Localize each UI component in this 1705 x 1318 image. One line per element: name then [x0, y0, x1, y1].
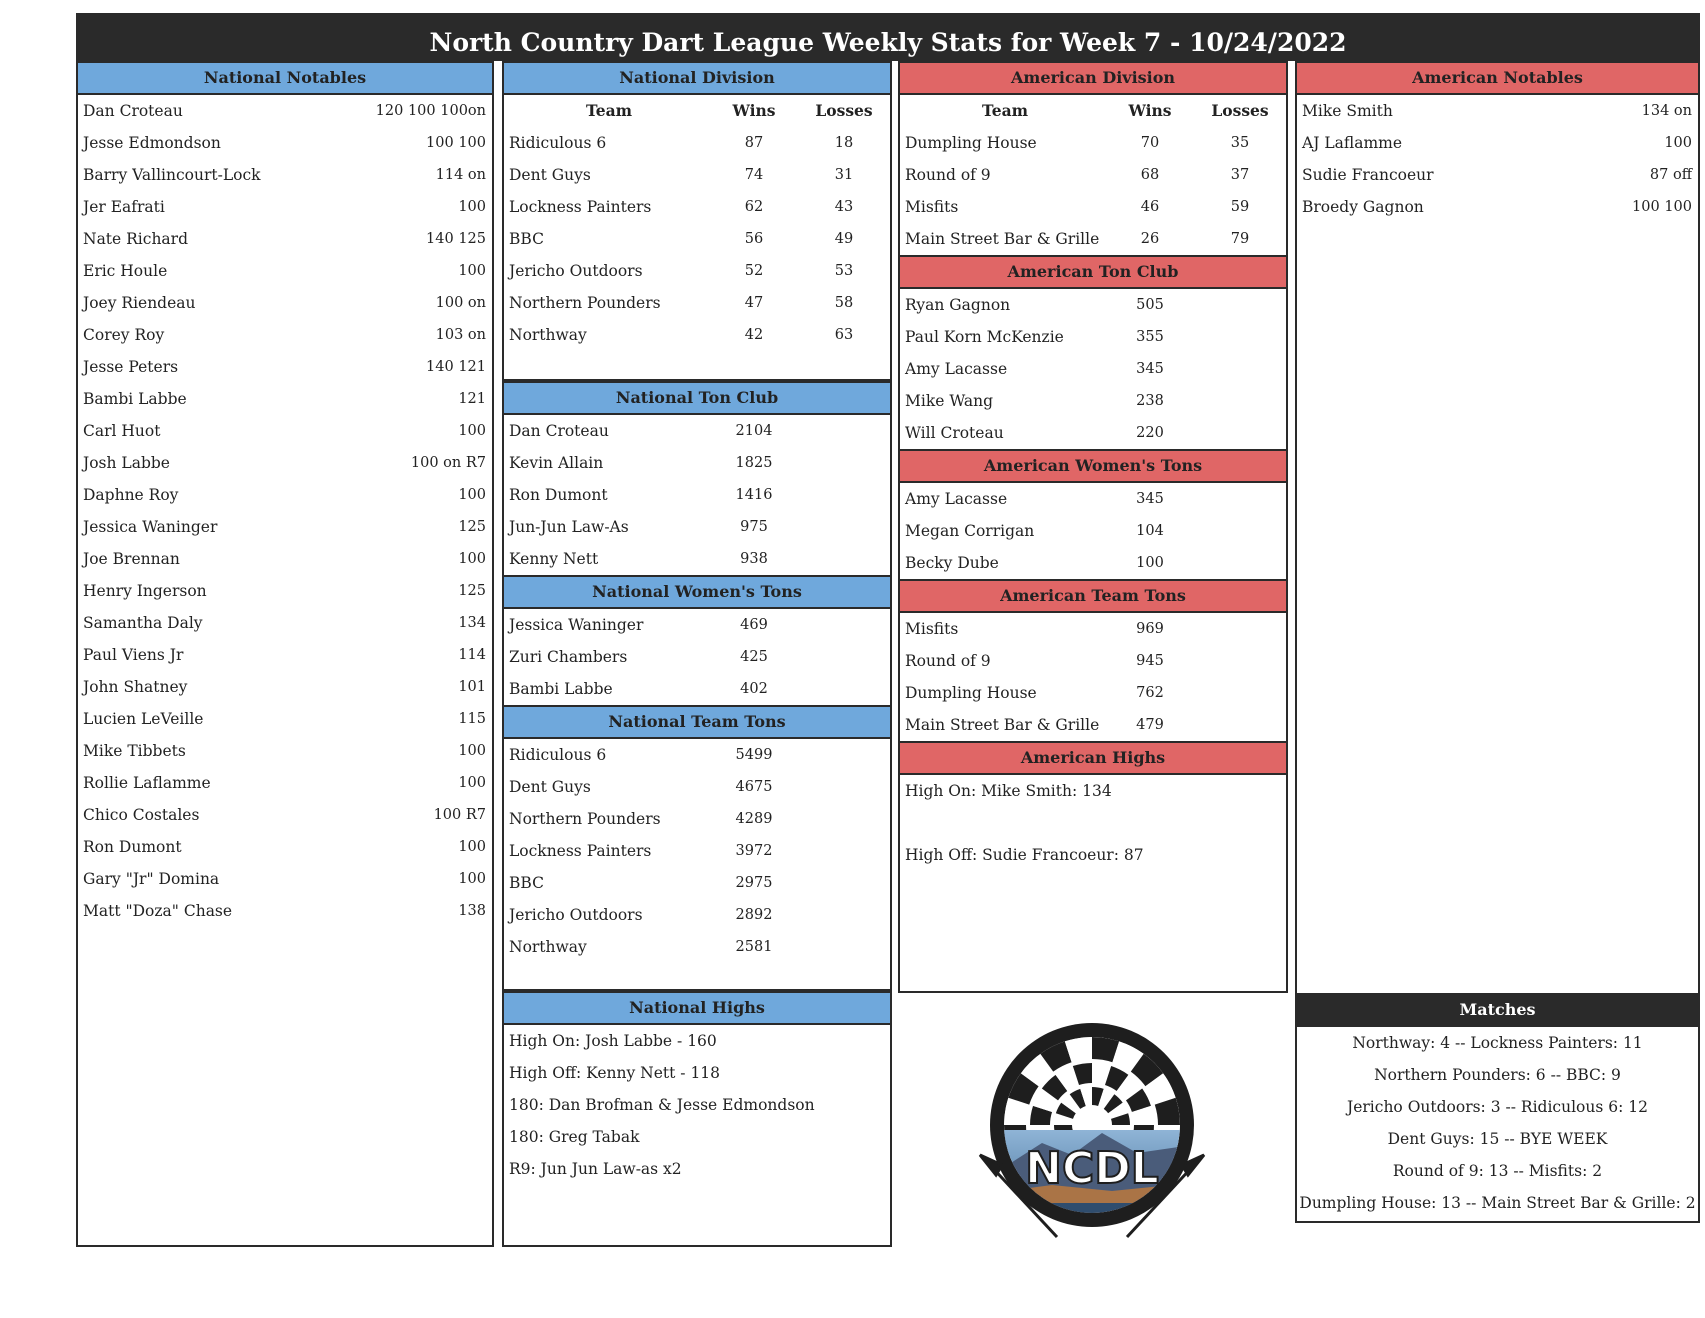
stat-value: 238 [1136, 393, 1164, 409]
american-highs-header: American Highs [900, 741, 1286, 775]
player-score: 100 [458, 775, 486, 791]
spacer [900, 807, 1286, 839]
logo-text: NCDL [1025, 1143, 1159, 1194]
list-item [78, 767, 492, 799]
team-losses: 49 [834, 231, 854, 247]
col-team: Team [981, 101, 1029, 120]
stat-value: 3972 [735, 843, 773, 859]
list-item [504, 447, 890, 479]
matches-panel [1295, 993, 1700, 1223]
player-score: 140 125 [426, 231, 486, 247]
stat-name: Dumpling House [905, 684, 1037, 702]
stat-name: Dent Guys [509, 778, 591, 796]
team-losses: 37 [1230, 167, 1250, 183]
player-name: Jesse Peters [83, 358, 179, 376]
stat-value: 945 [1136, 653, 1164, 669]
list-item [78, 447, 492, 479]
player-score: 100 [1664, 135, 1692, 151]
american-womens-tons-list [900, 483, 1286, 579]
list-item [504, 867, 890, 899]
stat-value: 1825 [735, 455, 773, 471]
list-item [900, 677, 1286, 709]
player-score: 101 [458, 679, 486, 695]
list-item [504, 641, 890, 673]
team-losses: 43 [834, 199, 854, 215]
table-row [900, 127, 1286, 159]
list-item [1297, 127, 1698, 159]
player-score: 100 [458, 487, 486, 503]
player-name: Josh Labbe [83, 454, 170, 472]
american-high-off: High Off: Sudie Francoeur: 87 [905, 846, 1144, 864]
player-score: 100 [458, 199, 486, 215]
list-item [504, 803, 890, 835]
team-name: Main Street Bar & Grille [905, 230, 1100, 248]
player-name: Broedy Gagnon [1302, 198, 1424, 216]
team-wins: 68 [1140, 167, 1160, 183]
col-team: Team [585, 101, 633, 120]
player-name: Jessica Waninger [83, 518, 218, 536]
player-score: 121 [458, 391, 486, 407]
stat-value: 345 [1136, 491, 1164, 507]
american-womens-tons-header: American Women's Tons [900, 449, 1286, 483]
stat-name: Mike Wang [905, 392, 994, 410]
american-division-list [900, 127, 1286, 255]
player-score: 134 on [1641, 103, 1692, 119]
national-division-table-header [504, 95, 890, 127]
stat-value: 2104 [735, 423, 773, 439]
national-notables-list [78, 95, 492, 927]
american-ton-club-list [900, 289, 1286, 449]
national-division-list [504, 127, 890, 351]
stat-name: Megan Corrigan [905, 522, 1035, 540]
matches-header: Matches [1297, 995, 1698, 1027]
list-item [78, 895, 492, 927]
list-item [900, 385, 1286, 417]
national-stats-panel [502, 381, 892, 991]
list-item [900, 321, 1286, 353]
table-row [504, 319, 890, 351]
list-item [504, 739, 890, 771]
list-item [78, 191, 492, 223]
stat-name: Becky Dube [905, 554, 999, 572]
stat-value: 938 [740, 551, 768, 567]
stat-name: Zuri Chambers [509, 648, 628, 666]
national-highs-list [504, 1025, 890, 1185]
table-row [504, 223, 890, 255]
player-score: 114 on [435, 167, 486, 183]
team-losses: 79 [1230, 231, 1250, 247]
team-wins: 70 [1140, 135, 1160, 151]
team-name: Northern Pounders [509, 294, 661, 312]
team-wins: 26 [1140, 231, 1160, 247]
player-score: 103 on [435, 327, 486, 343]
player-score: 100 [458, 871, 486, 887]
player-score: 100 on R7 [410, 455, 486, 471]
player-name: Gary "Jr" Domina [83, 870, 220, 888]
player-score: 100 [458, 743, 486, 759]
player-score: 100 on [435, 295, 486, 311]
player-score: 140 121 [426, 359, 486, 375]
player-name: John Shatney [83, 678, 188, 696]
stat-value: 425 [740, 649, 768, 665]
player-name: Jer Eafrati [83, 198, 165, 216]
list-item [504, 543, 890, 575]
list-item [78, 703, 492, 735]
player-score: 100 100 [426, 135, 486, 151]
player-score: 100 [458, 551, 486, 567]
national-notables-header: National Notables [78, 63, 492, 95]
player-score: 134 [458, 615, 486, 631]
list-item [504, 415, 890, 447]
player-name: Joe Brennan [83, 550, 180, 568]
team-name: Ridiculous 6 [509, 134, 607, 152]
team-losses: 31 [834, 167, 854, 183]
list-item: 180: Dan Brofman & Jesse Edmondson [509, 1096, 815, 1114]
team-name: Lockness Painters [509, 198, 652, 216]
list-item [78, 639, 492, 671]
player-score: 100 [458, 263, 486, 279]
american-notables-panel [1295, 61, 1700, 995]
stat-name: Ryan Gagnon [905, 296, 1011, 314]
stat-name: Jericho Outdoors [509, 906, 643, 924]
list-item [78, 95, 492, 127]
player-name: Lucien LeVeille [83, 710, 204, 728]
stat-value: 4675 [735, 779, 773, 795]
stat-value: 220 [1136, 425, 1164, 441]
table-row [900, 191, 1286, 223]
stat-value: 2975 [735, 875, 773, 891]
stat-name: Jun-Jun Law-As [509, 518, 629, 536]
team-losses: 18 [834, 135, 854, 151]
list-item: 180: Greg Tabak [509, 1128, 640, 1146]
american-division-header: American Division [900, 63, 1286, 95]
stat-name: Ron Dumont [509, 486, 608, 504]
player-name: Corey Roy [83, 326, 165, 344]
list-item [900, 483, 1286, 515]
stat-name: BBC [509, 874, 544, 892]
match-result: Dent Guys: 15 -- BYE WEEK [1387, 1130, 1608, 1148]
stat-value: 4289 [735, 811, 773, 827]
list-item [78, 479, 492, 511]
list-item [78, 671, 492, 703]
american-high-on: High On: Mike Smith: 134 [905, 782, 1112, 800]
american-division-table-header [900, 95, 1286, 127]
player-name: Samantha Daly [83, 614, 203, 632]
player-name: Ron Dumont [83, 838, 182, 856]
player-name: Matt "Doza" Chase [83, 902, 233, 920]
stat-value: 479 [1136, 717, 1164, 733]
team-losses: 53 [834, 263, 854, 279]
list-item [900, 645, 1286, 677]
player-name: Barry Vallincourt-Lock [83, 166, 261, 184]
stat-name: Misfits [905, 620, 959, 638]
match-result: Dumpling House: 13 -- Main Street Bar & Grille: 2 [1299, 1194, 1696, 1212]
list-item [504, 609, 890, 641]
stat-value: 505 [1136, 297, 1164, 313]
list-item [504, 673, 890, 705]
team-name: Northway [509, 326, 587, 344]
list-item [1297, 159, 1698, 191]
american-ton-club-header: American Ton Club [900, 255, 1286, 289]
national-ton-club-header: National Ton Club [504, 381, 890, 415]
list-item [900, 613, 1286, 645]
stat-name: Bambi Labbe [509, 680, 613, 698]
list-item [78, 863, 492, 895]
list-item [78, 575, 492, 607]
list-item [504, 511, 890, 543]
player-name: Mike Tibbets [83, 742, 186, 760]
american-notables-list [1297, 95, 1698, 223]
table-row [504, 191, 890, 223]
stat-name: Ridiculous 6 [509, 746, 607, 764]
national-highs-panel [502, 991, 892, 1247]
list-item [78, 415, 492, 447]
stat-value: 355 [1136, 329, 1164, 345]
list-item: R9: Jun Jun Law-as x2 [509, 1160, 682, 1178]
col-wins: Wins [1128, 101, 1172, 120]
stat-value: 5499 [735, 747, 773, 763]
match-result: Northway: 4 -- Lockness Painters: 11 [1352, 1034, 1643, 1052]
list-item [504, 931, 890, 963]
stat-value: 975 [740, 519, 768, 535]
list-item [1297, 191, 1698, 223]
list-item [504, 835, 890, 867]
team-losses: 59 [1230, 199, 1250, 215]
stat-value: 762 [1136, 685, 1164, 701]
team-wins: 52 [744, 263, 764, 279]
team-wins: 47 [744, 295, 764, 311]
player-score: 100 [458, 839, 486, 855]
list-item [1297, 95, 1698, 127]
stat-name: Round of 9 [905, 652, 991, 670]
national-team-tons-list [504, 739, 890, 963]
stat-value: 1416 [735, 487, 773, 503]
team-wins: 46 [1140, 199, 1160, 215]
team-wins: 56 [744, 231, 764, 247]
team-name: Round of 9 [905, 166, 991, 184]
player-name: Paul Viens Jr [83, 646, 184, 664]
national-notables-panel [76, 61, 494, 1247]
list-item [78, 735, 492, 767]
stat-name: Lockness Painters [509, 842, 652, 860]
player-score: 115 [458, 711, 486, 727]
list-item [900, 289, 1286, 321]
team-wins: 87 [744, 135, 764, 151]
table-row [504, 287, 890, 319]
stat-name: Kevin Allain [509, 454, 604, 472]
american-team-tons-header: American Team Tons [900, 579, 1286, 613]
stat-value: 969 [1136, 621, 1164, 637]
stat-value: 2892 [735, 907, 773, 923]
player-score: 100 R7 [433, 807, 486, 823]
team-wins: 42 [744, 327, 764, 343]
stat-name: Northway [509, 938, 587, 956]
player-name: Henry Ingerson [83, 582, 207, 600]
list-item [78, 607, 492, 639]
list-item [900, 547, 1286, 579]
list-item [900, 417, 1286, 449]
list-item [78, 319, 492, 351]
list-item [504, 771, 890, 803]
list-item [78, 383, 492, 415]
team-name: Dent Guys [509, 166, 591, 184]
list-item [78, 223, 492, 255]
player-score: 87 off [1649, 167, 1692, 183]
stat-value: 104 [1136, 523, 1164, 539]
col-losses: Losses [815, 101, 873, 120]
national-team-tons-header: National Team Tons [504, 705, 890, 739]
player-score: 100 100 [1632, 199, 1692, 215]
team-name: BBC [509, 230, 544, 248]
match-result: Round of 9: 13 -- Misfits: 2 [1392, 1162, 1603, 1180]
matches-list [1297, 1027, 1698, 1219]
stat-name: Amy Lacasse [905, 490, 1008, 508]
player-score: 125 [458, 519, 486, 535]
dartboard-logo-icon [972, 1015, 1212, 1245]
col-wins: Wins [732, 101, 776, 120]
list-item [78, 799, 492, 831]
stat-value: 345 [1136, 361, 1164, 377]
stat-name: Jessica Waninger [509, 616, 644, 634]
stat-value: 100 [1136, 555, 1164, 571]
national-division-header: National Division [504, 63, 890, 95]
list-item [78, 159, 492, 191]
list-item [900, 353, 1286, 385]
team-name: Dumpling House [905, 134, 1037, 152]
national-womens-tons-header: National Women's Tons [504, 575, 890, 609]
player-name: Rollie Laflamme [83, 774, 211, 792]
stat-name: Dan Croteau [509, 422, 609, 440]
player-name: Mike Smith [1302, 102, 1393, 120]
american-stats-panel [898, 61, 1288, 993]
page-title: North Country Dart League Weekly Stats for Week 7 - 10/24/2022 [76, 13, 1700, 61]
player-name: Sudie Francoeur [1302, 166, 1434, 184]
list-item [78, 351, 492, 383]
national-womens-tons-list [504, 609, 890, 705]
player-name: Dan Croteau [83, 102, 183, 120]
table-row [900, 159, 1286, 191]
list-item [900, 709, 1286, 741]
list-item [78, 287, 492, 319]
table-row [504, 255, 890, 287]
team-name: Jericho Outdoors [509, 262, 643, 280]
player-score: 120 100 100on [375, 103, 486, 119]
player-name: Joey Riendeau [83, 294, 196, 312]
player-score: 100 [458, 423, 486, 439]
team-wins: 74 [744, 167, 764, 183]
player-name: Daphne Roy [83, 486, 179, 504]
list-item [78, 127, 492, 159]
national-division-panel [502, 61, 892, 381]
list-item [78, 511, 492, 543]
list-item [78, 831, 492, 863]
list-item [504, 899, 890, 931]
team-name: Misfits [905, 198, 959, 216]
list-item [78, 543, 492, 575]
list-item: High On: Josh Labbe - 160 [509, 1032, 717, 1050]
player-score: 125 [458, 583, 486, 599]
match-result: Jericho Outdoors: 3 -- Ridiculous 6: 12 [1347, 1098, 1648, 1116]
list-item [78, 255, 492, 287]
list-item [504, 479, 890, 511]
player-name: AJ Laflamme [1302, 134, 1403, 152]
stat-value: 2581 [735, 939, 773, 955]
table-row [504, 159, 890, 191]
national-ton-club-list [504, 415, 890, 575]
player-name: Bambi Labbe [83, 390, 187, 408]
match-result: Northern Pounders: 6 -- BBC: 9 [1374, 1066, 1621, 1084]
stat-value: 402 [740, 681, 768, 697]
team-wins: 62 [744, 199, 764, 215]
stat-name: Amy Lacasse [905, 360, 1008, 378]
national-highs-header: National Highs [504, 993, 890, 1025]
stat-value: 469 [740, 617, 768, 633]
player-score: 138 [458, 903, 486, 919]
player-name: Jesse Edmondson [83, 134, 221, 152]
player-name: Carl Huot [83, 422, 161, 440]
team-losses: 35 [1230, 135, 1250, 151]
stat-name: Will Croteau [905, 424, 1004, 442]
player-name: Nate Richard [83, 230, 188, 248]
player-name: Eric Houle [83, 262, 168, 280]
list-item: High Off: Kenny Nett - 118 [509, 1064, 721, 1082]
stat-name: Main Street Bar & Grille [905, 716, 1100, 734]
col-losses: Losses [1211, 101, 1269, 120]
team-losses: 63 [834, 327, 854, 343]
american-notables-header: American Notables [1297, 63, 1698, 95]
list-item [900, 515, 1286, 547]
stat-name: Paul Korn McKenzie [905, 328, 1064, 346]
player-score: 114 [458, 647, 486, 663]
stat-name: Kenny Nett [509, 550, 599, 568]
player-name: Chico Costales [83, 806, 200, 824]
stat-name: Northern Pounders [509, 810, 661, 828]
table-row [504, 127, 890, 159]
american-team-tons-list [900, 613, 1286, 741]
table-row [900, 223, 1286, 255]
team-losses: 58 [834, 295, 854, 311]
